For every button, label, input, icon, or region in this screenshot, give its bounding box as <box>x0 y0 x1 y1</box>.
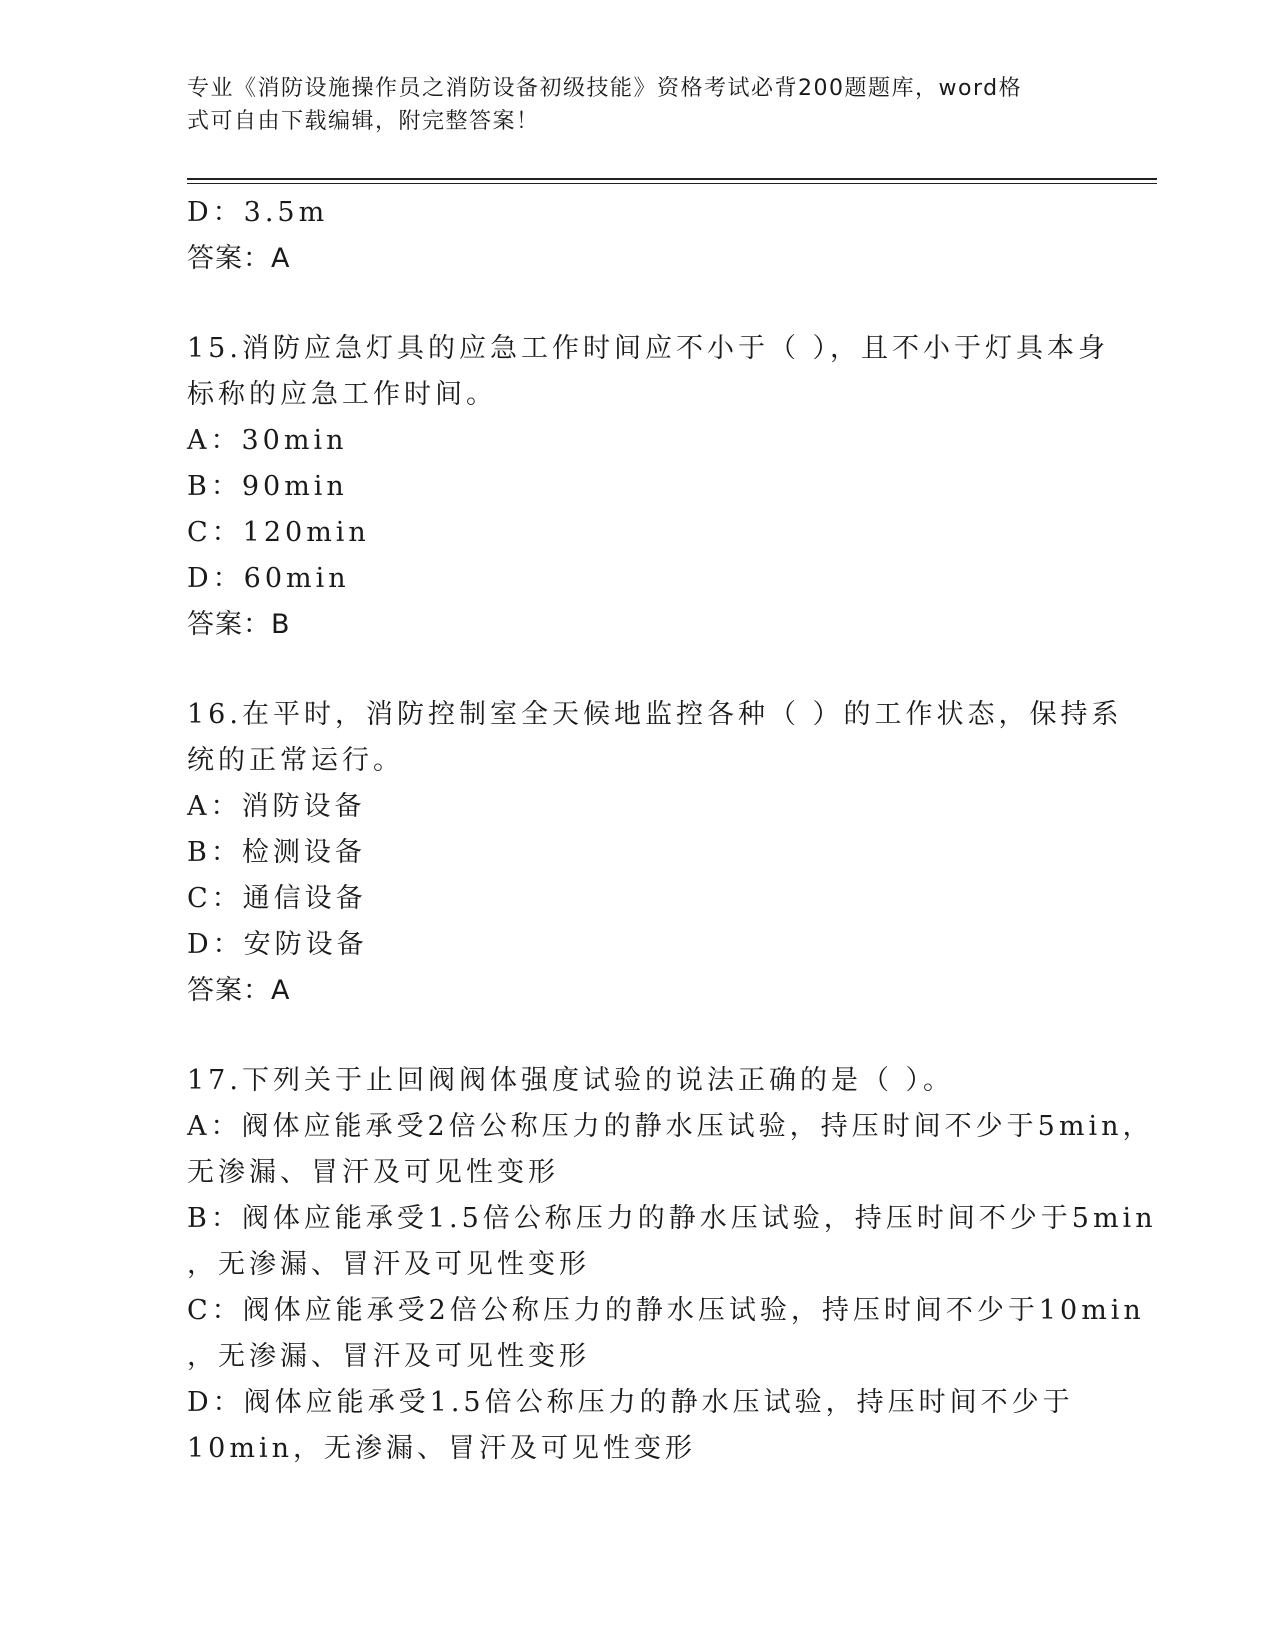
option-d-line-1: D：阀体应能承受1.5倍公称压力的静水压试验，持压时间不少于 <box>187 1387 1074 1418</box>
option-b: B：90min <box>187 471 348 502</box>
option-a-line-2: 无渗漏、冒汗及可见性变形 <box>187 1157 559 1188</box>
option-b-line-2: ，无渗漏、冒汗及可见性变形 <box>187 1249 590 1280</box>
question-stem-line-1: 15.消防应急灯具的应急工作时间应不小于（ ），且不小于灯具本身 <box>187 333 1110 364</box>
question-stem-line-2: 统的正常运行。 <box>187 745 404 776</box>
option-d-line-2: 10min，无渗漏、冒汗及可见性变形 <box>187 1433 696 1464</box>
option-d: D：安防设备 <box>187 929 368 960</box>
document-page <box>187 0 1157 1650</box>
option-a-line-1: A：阀体应能承受2倍公称压力的静水压试验，持压时间不少于5min， <box>187 1111 1154 1142</box>
page-header <box>187 72 1067 138</box>
question-16 <box>187 692 1123 1014</box>
question-17 <box>187 1058 1157 1472</box>
answer-line: 答案：A <box>187 975 291 1006</box>
question-stem-line-2: 标称的应急工作时间。 <box>187 379 497 410</box>
question-15 <box>187 326 1110 648</box>
question-list <box>187 190 1157 1472</box>
option-c-line-1: C：阀体应能承受2倍公称压力的静水压试验，持压时间不少于10min <box>187 1295 1145 1326</box>
option-d: D：60min <box>187 563 350 594</box>
option-b: B：检测设备 <box>187 837 366 868</box>
option-a: A：消防设备 <box>187 791 366 822</box>
question-stem-line-1: 16.在平时，消防控制室全天候地监控各种（ ）的工作状态，保持系 <box>187 699 1123 730</box>
answer-line: 答案：A <box>187 243 291 274</box>
option-c: C：通信设备 <box>187 883 367 914</box>
header-line-2: 式可自由下载编辑，附完整答案！ <box>187 109 540 134</box>
option-c-line-2: ，无渗漏、冒汗及可见性变形 <box>187 1341 590 1372</box>
option-c: C：120min <box>187 517 370 548</box>
option-b-line-1: B：阀体应能承受1.5倍公称压力的静水压试验，持压时间不少于5min <box>187 1203 1157 1234</box>
header-line-1: 专业《消防设施操作员之消防设备初级技能》资格考试必背200题题库，word格 <box>187 76 1023 101</box>
header-divider-thin <box>187 183 1157 184</box>
question-stem-line-1: 17.下列关于止回阀阀体强度试验的说法正确的是（ ）。 <box>187 1065 955 1096</box>
answer-line: 答案：B <box>187 609 291 640</box>
option-a: A：30min <box>187 425 348 456</box>
header-divider-thick <box>187 178 1157 180</box>
option-d: D：3.5m <box>187 197 329 228</box>
question-previous <box>187 190 1087 282</box>
